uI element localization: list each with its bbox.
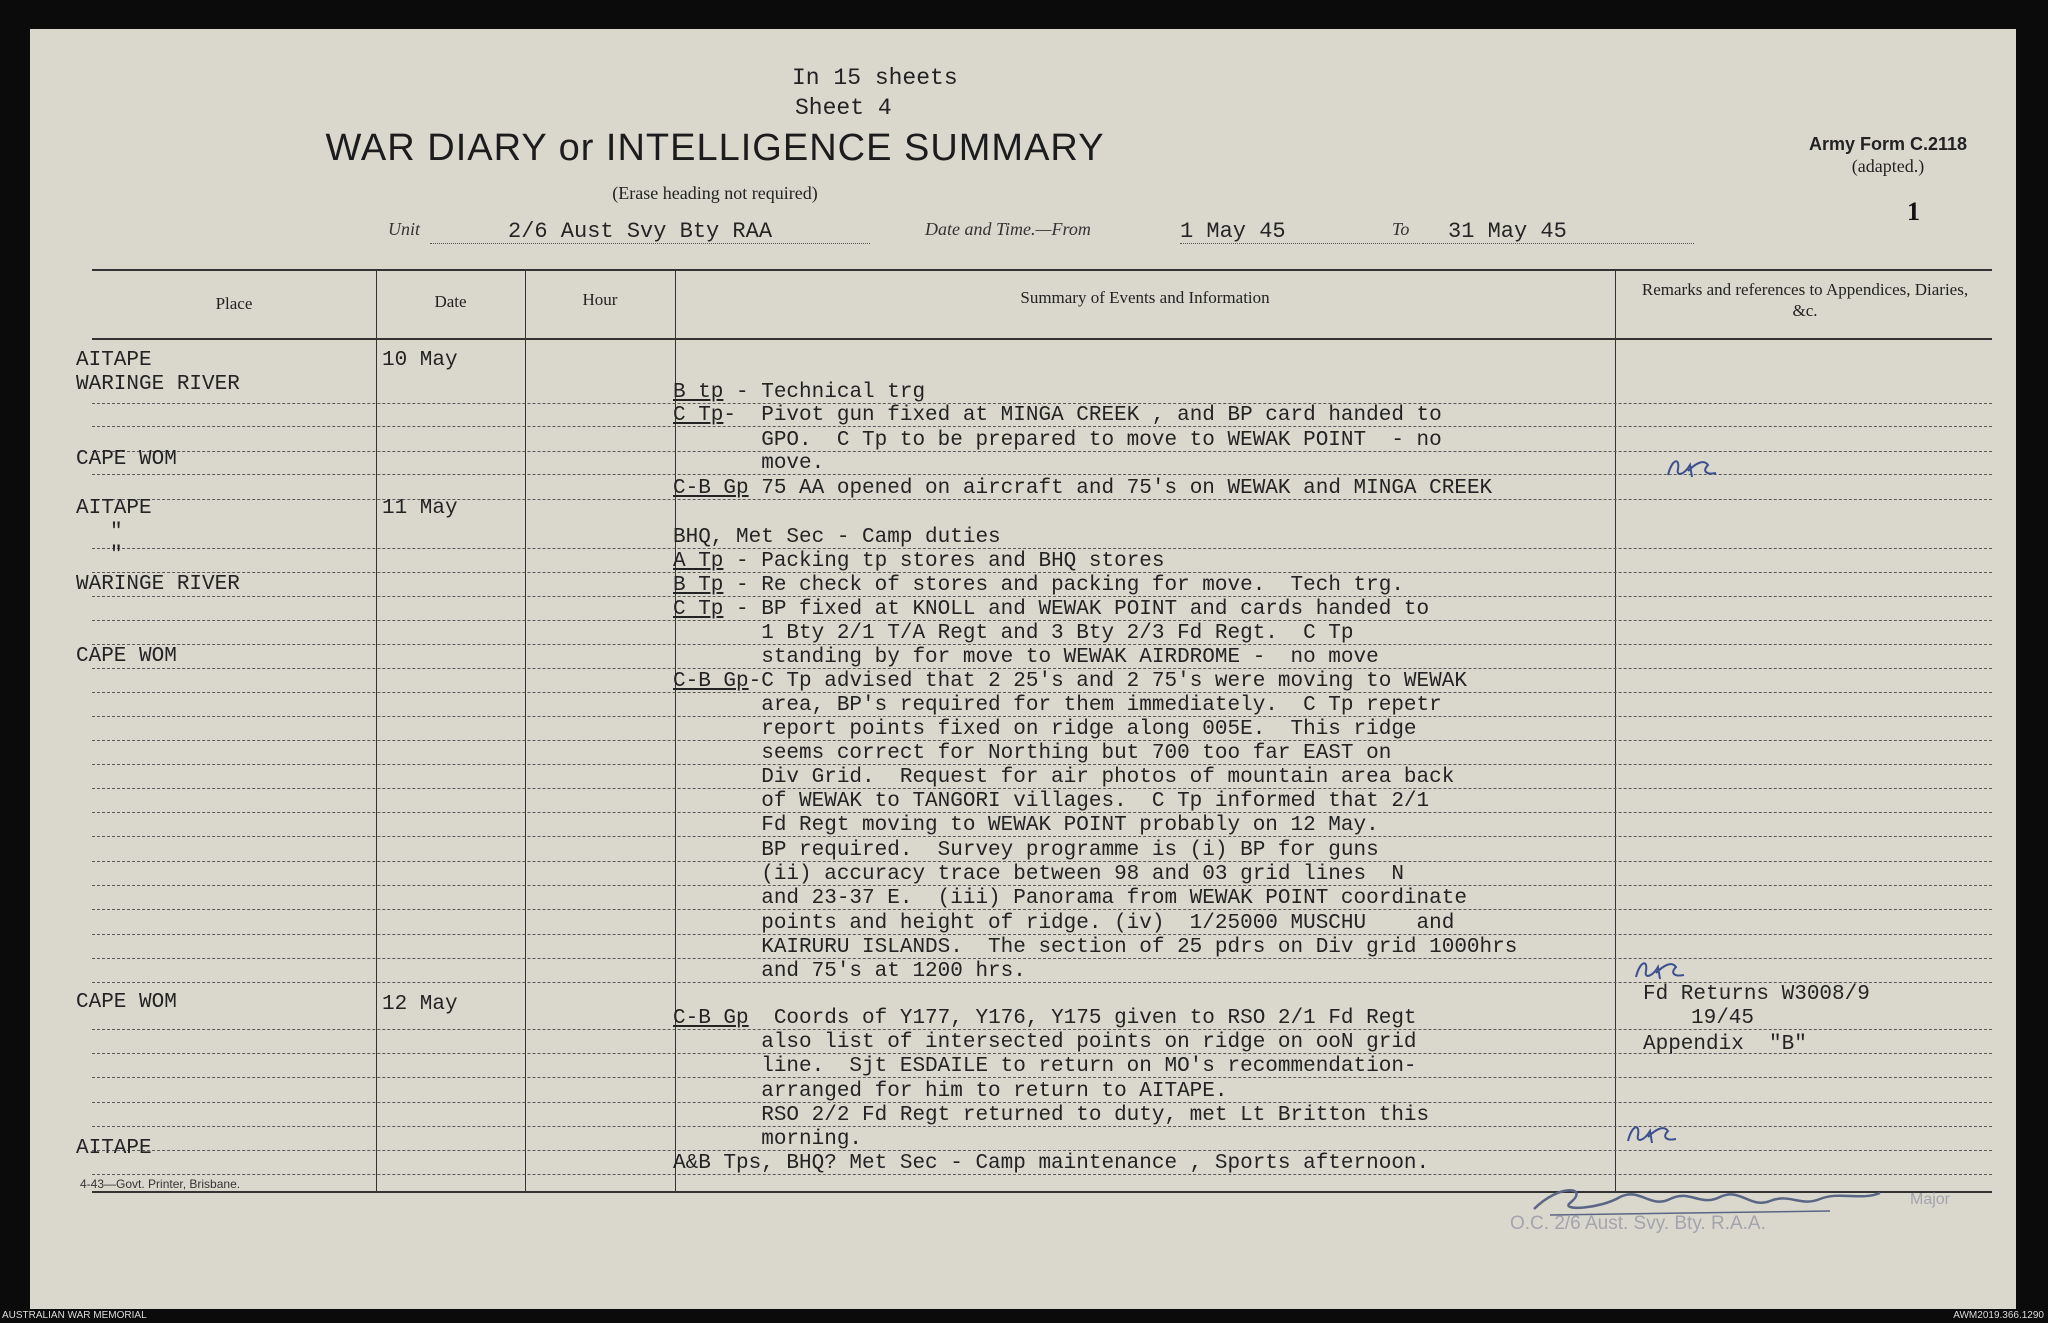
summary-line: 1 Bty 2/1 T/A Regt and 3 Bty 2/3 Fd Regt. C Tp xyxy=(673,622,1354,645)
column-header-summary: Summary of Events and Information xyxy=(1020,288,1270,307)
summary-line: morning. xyxy=(673,1128,863,1151)
date-to-value: 31 May 45 xyxy=(1448,219,1567,244)
summary-line: RSO 2/2 Fd Regt returned to duty, met Lt Britton this xyxy=(673,1104,1430,1127)
date-entry: 10 May xyxy=(382,349,458,372)
remarks-entry: 19/45 xyxy=(1691,1007,1755,1030)
sheet-number: Sheet 4 xyxy=(795,95,892,121)
archive-name: AUSTRALIAN WAR MEMORIAL xyxy=(2,1310,147,1321)
summary-line: C-B Gp Coords of Y177, Y176, Y175 given to RSO 2/1 Fd Regt xyxy=(673,1007,1417,1030)
army-form-adapted: (adapted.) xyxy=(1851,156,1925,176)
summary-line: B Tp - Re check of stores and packing for move. Tech trg. xyxy=(673,574,1404,597)
ruled-line xyxy=(92,1150,1992,1151)
place-entry: AITAPE xyxy=(76,349,152,372)
place-entry: WARINGE RIVER xyxy=(76,373,240,396)
place-entry: AITAPE xyxy=(76,497,152,520)
army-form-number: Army Form C.2118 xyxy=(1808,134,1968,154)
place-entry: WARINGE RIVER xyxy=(76,573,240,596)
sheets-total: In 15 sheets xyxy=(792,65,958,91)
summary-line: A Tp - Packing tp stores and BHQ stores xyxy=(673,550,1165,573)
unit-label: Unit xyxy=(388,219,421,239)
date-from-label: Date and Time.—From xyxy=(925,219,1091,239)
initials-mark xyxy=(1630,951,1690,985)
summary-line: points and height of ridge. (iv) 1/25000 MUSCHU and xyxy=(673,912,1455,935)
summary-line: BHQ, Met Sec - Camp duties xyxy=(673,526,1001,549)
place-entry: " xyxy=(110,521,123,544)
summary-line: of WEWAK to TANGORI villages. C Tp informed that 2/1 xyxy=(673,790,1430,813)
summary-line: C-B Gp-C Tp advised that 2 25's and 2 75's were moving to WEWAK xyxy=(673,670,1467,693)
summary-line: and 75's at 1200 hrs. xyxy=(673,960,1026,983)
war-diary-sheet xyxy=(30,29,2016,1309)
summary-line: KAIRURU ISLANDS. The section of 25 pdrs on Div grid 1000hrs xyxy=(673,936,1518,959)
summary-line: line. Sjt ESDAILE to return on MO's recommendation- xyxy=(673,1055,1417,1078)
summary-line: seems correct for Northing but 700 too far EAST on xyxy=(673,742,1392,765)
ruled-line xyxy=(92,548,1992,549)
summary-line: C Tp - BP fixed at KNOLL and WEWAK POINT and cards handed to xyxy=(673,598,1430,621)
summary-line: BP required. Survey programme is (i) BP for guns xyxy=(673,839,1379,862)
place-entry: AITAPE xyxy=(76,1137,152,1160)
summary-line: C Tp- Pivot gun fixed at MINGA CREEK , and BP card handed to xyxy=(673,404,1442,427)
summary-line: Div Grid. Request for air photos of mountain area back xyxy=(673,766,1455,789)
column-header-place: Place xyxy=(215,294,253,313)
summary-line: GPO. C Tp to be prepared to move to WEWAK POINT - no xyxy=(673,429,1442,452)
date-entry: 11 May xyxy=(382,497,458,520)
remarks-entry: Appendix "B" xyxy=(1643,1033,1807,1056)
summary-line: standing by for move to WEWAK AIRDROME - no move xyxy=(673,646,1379,669)
summary-line: (ii) accuracy trace between 98 and 03 grid lines N xyxy=(673,863,1404,886)
date-from-value: 1 May 45 xyxy=(1180,219,1286,244)
officer-stamp: O.C. 2/6 Aust. Svy. Bty. R.A.A. xyxy=(1510,1213,1766,1234)
summary-line: also list of intersected points on ridge on ooN grid xyxy=(673,1031,1417,1054)
sheet-count xyxy=(792,63,958,123)
archive-reference: AWM2019.366.1290 xyxy=(1953,1310,2044,1321)
place-entry: CAPE WOM xyxy=(76,645,177,668)
erase-note: (Erase heading not required) xyxy=(612,183,818,203)
summary-line: C-B Gp 75 AA opened on aircraft and 75's on WEWAK and MINGA CREEK xyxy=(673,477,1493,500)
column-header-date: Date xyxy=(434,292,467,311)
date-to-label: To xyxy=(1392,219,1410,239)
initials-mark xyxy=(1662,449,1722,483)
army-form-label xyxy=(1760,133,2016,177)
archive-bar xyxy=(0,1309,2048,1323)
place-entry: CAPE WOM xyxy=(76,991,177,1014)
printer-imprint: 4-43—Govt. Printer, Brisbane. xyxy=(80,1177,241,1191)
column-header-hour: Hour xyxy=(582,290,618,309)
initials-mark xyxy=(1622,1115,1682,1149)
remarks-entry: Fd Returns W3008/9 xyxy=(1643,983,1870,1006)
summary-line: move. xyxy=(673,452,825,475)
stamp-rank: Major xyxy=(1910,1191,1951,1208)
summary-line: report points fixed on ridge along 005E. This ridge xyxy=(673,718,1417,741)
summary-line: area, BP's required for them immediately. C Tp repetr xyxy=(673,694,1442,717)
unit-value: 2/6 Aust Svy Bty RAA xyxy=(508,219,773,244)
summary-line: B tp - Technical trg xyxy=(673,381,926,404)
summary-line: arranged for him to return to AITAPE. xyxy=(673,1080,1228,1103)
summary-line: Fd Regt moving to WEWAK POINT probably on 12 May. xyxy=(673,814,1379,837)
page-mark: 1 xyxy=(1907,197,1920,226)
summary-line: and 23-37 E. (iii) Panorama from WEWAK POINT coordinate xyxy=(673,887,1467,910)
summary-line: A&B Tps, BHQ? Met Sec - Camp maintenance , Sports afternoon. xyxy=(673,1152,1430,1175)
page-title: WAR DIARY or INTELLIGENCE SUMMARY xyxy=(325,127,1105,169)
date-entry: 12 May xyxy=(382,993,458,1016)
place-entry: " xyxy=(110,544,123,567)
column-header-remarks: Remarks and references to Appendices, Diaries, &c. xyxy=(1641,280,1969,320)
place-entry: CAPE WOM xyxy=(76,448,177,471)
